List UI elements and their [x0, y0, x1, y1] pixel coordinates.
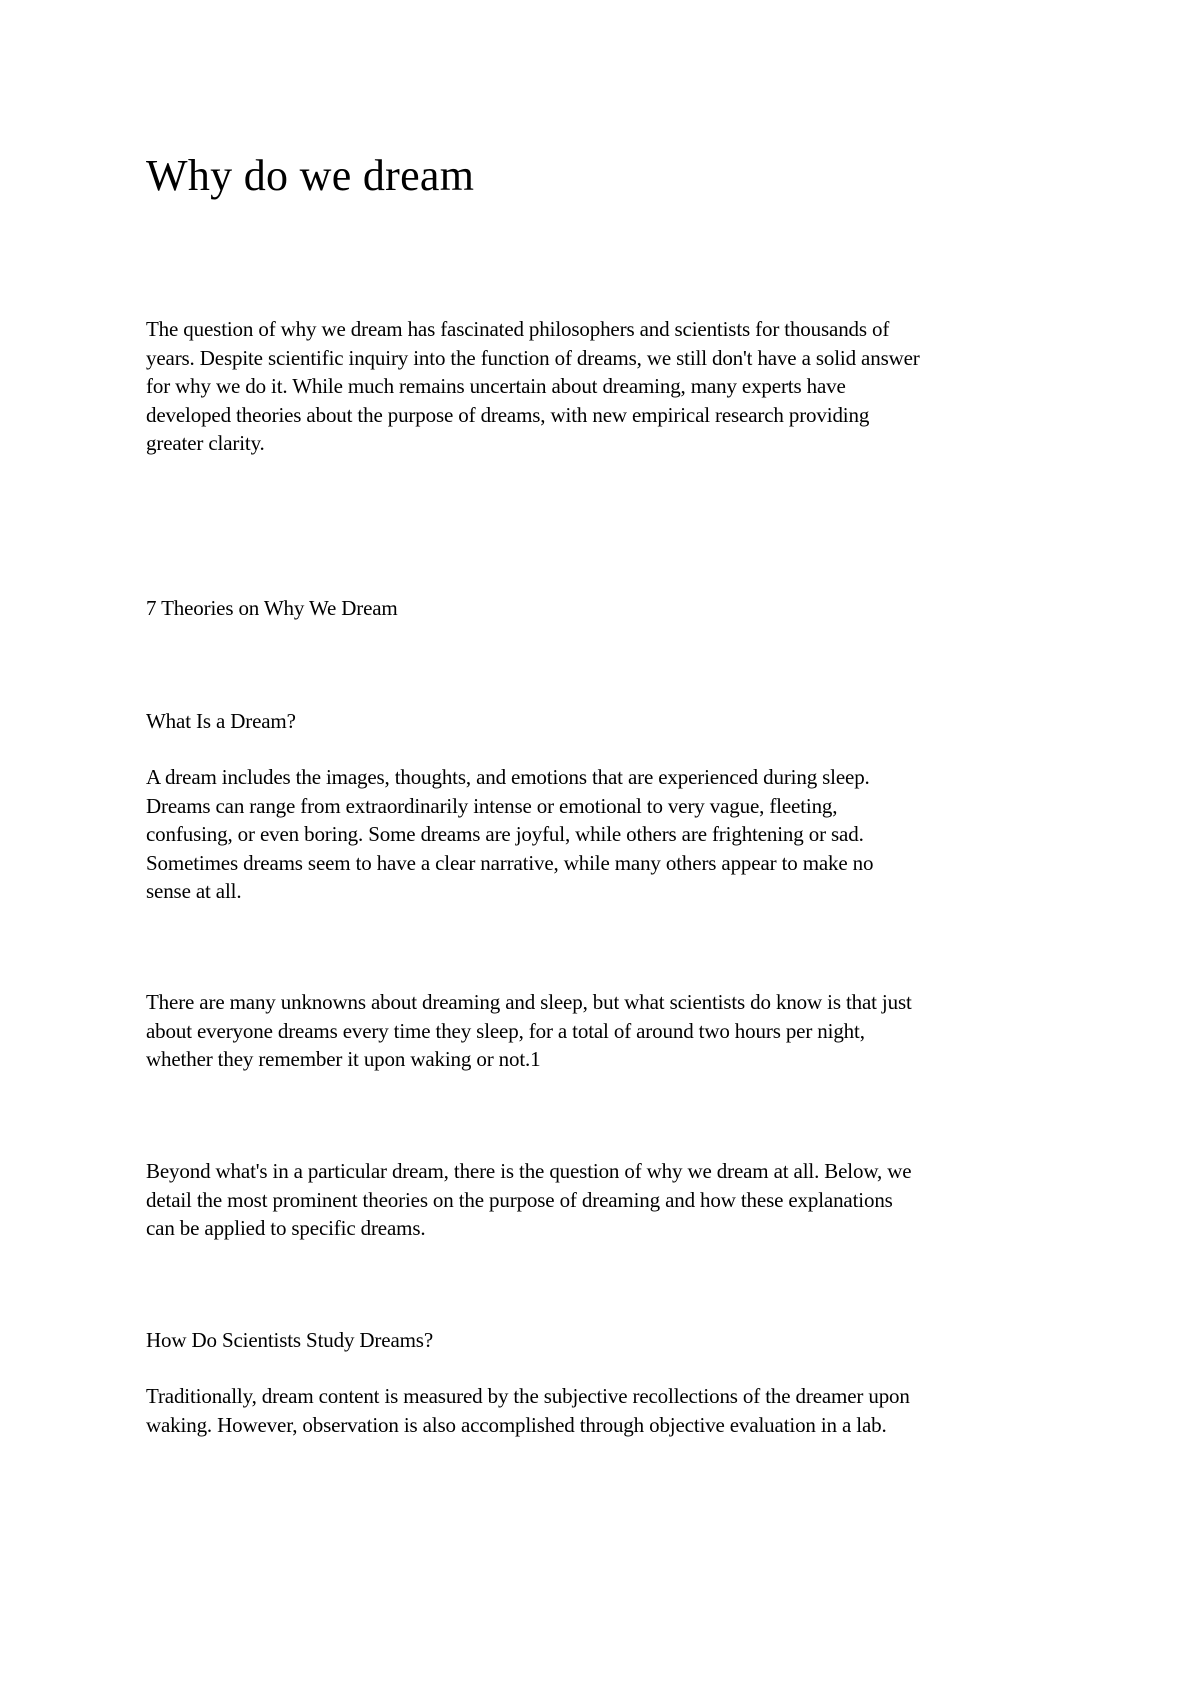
intro-paragraph — [146, 315, 1076, 458]
intro-line: years. Despite scientific inquiry into the function of dreams, we still don't have a solid answer — [146, 345, 920, 370]
intro-line: for why we do it. While much remains uncertain about dreaming, many experts have — [146, 374, 846, 398]
definition-line: sense at all. — [146, 879, 242, 903]
beyond-line: Beyond what's in a particular dream, there is the question of why we dream at all. Below, we — [146, 1159, 912, 1183]
beyond-paragraph — [146, 1157, 1076, 1243]
theories-heading: 7 Theories on Why We Dream — [146, 596, 398, 620]
unknowns-line: whether they remember it upon waking or not.1 — [146, 1047, 541, 1071]
definition-line: confusing, or even boring. Some dreams are joyful, while others are frightening or sad. — [146, 822, 864, 846]
study-line: Traditionally, dream content is measured by the subjective recollections of the dreamer upon — [146, 1384, 910, 1408]
what-is-a-dream-heading: What Is a Dream? — [146, 709, 296, 733]
study-paragraph — [146, 1382, 1076, 1439]
intro-line: developed theories about the purpose of dreams, with new empirical research providing — [146, 402, 870, 427]
intro-line: The question of why we dream has fascinated philosophers and scientists for thousands of — [146, 317, 890, 341]
study-heading: How Do Scientists Study Dreams? — [146, 1328, 433, 1352]
definition-line: Dreams can range from extraordinarily intense or emotional to very vague, fleeting, — [146, 793, 838, 818]
unknowns-paragraph — [146, 988, 1076, 1074]
study-line: waking. However, observation is also accomplished through objective evaluation in a lab. — [146, 1412, 887, 1437]
definition-line: Sometimes dreams seem to have a clear narrative, while many others appear to make no — [146, 850, 874, 875]
definition-paragraph — [146, 763, 1076, 906]
document-title: Why do we dream — [146, 151, 475, 200]
intro-line: greater clarity. — [146, 431, 265, 455]
unknowns-line: about everyone dreams every time they sleep, for a total of around two hours per night, — [146, 1018, 865, 1043]
beyond-line: detail the most prominent theories on the purpose of dreaming and how these explanations — [146, 1187, 893, 1212]
definition-line: A dream includes the images, thoughts, and emotions that are experienced during sleep. — [146, 765, 870, 789]
unknowns-line: There are many unknowns about dreaming and sleep, but what scientists do know is that just — [146, 990, 912, 1014]
beyond-line: can be applied to specific dreams. — [146, 1216, 426, 1240]
